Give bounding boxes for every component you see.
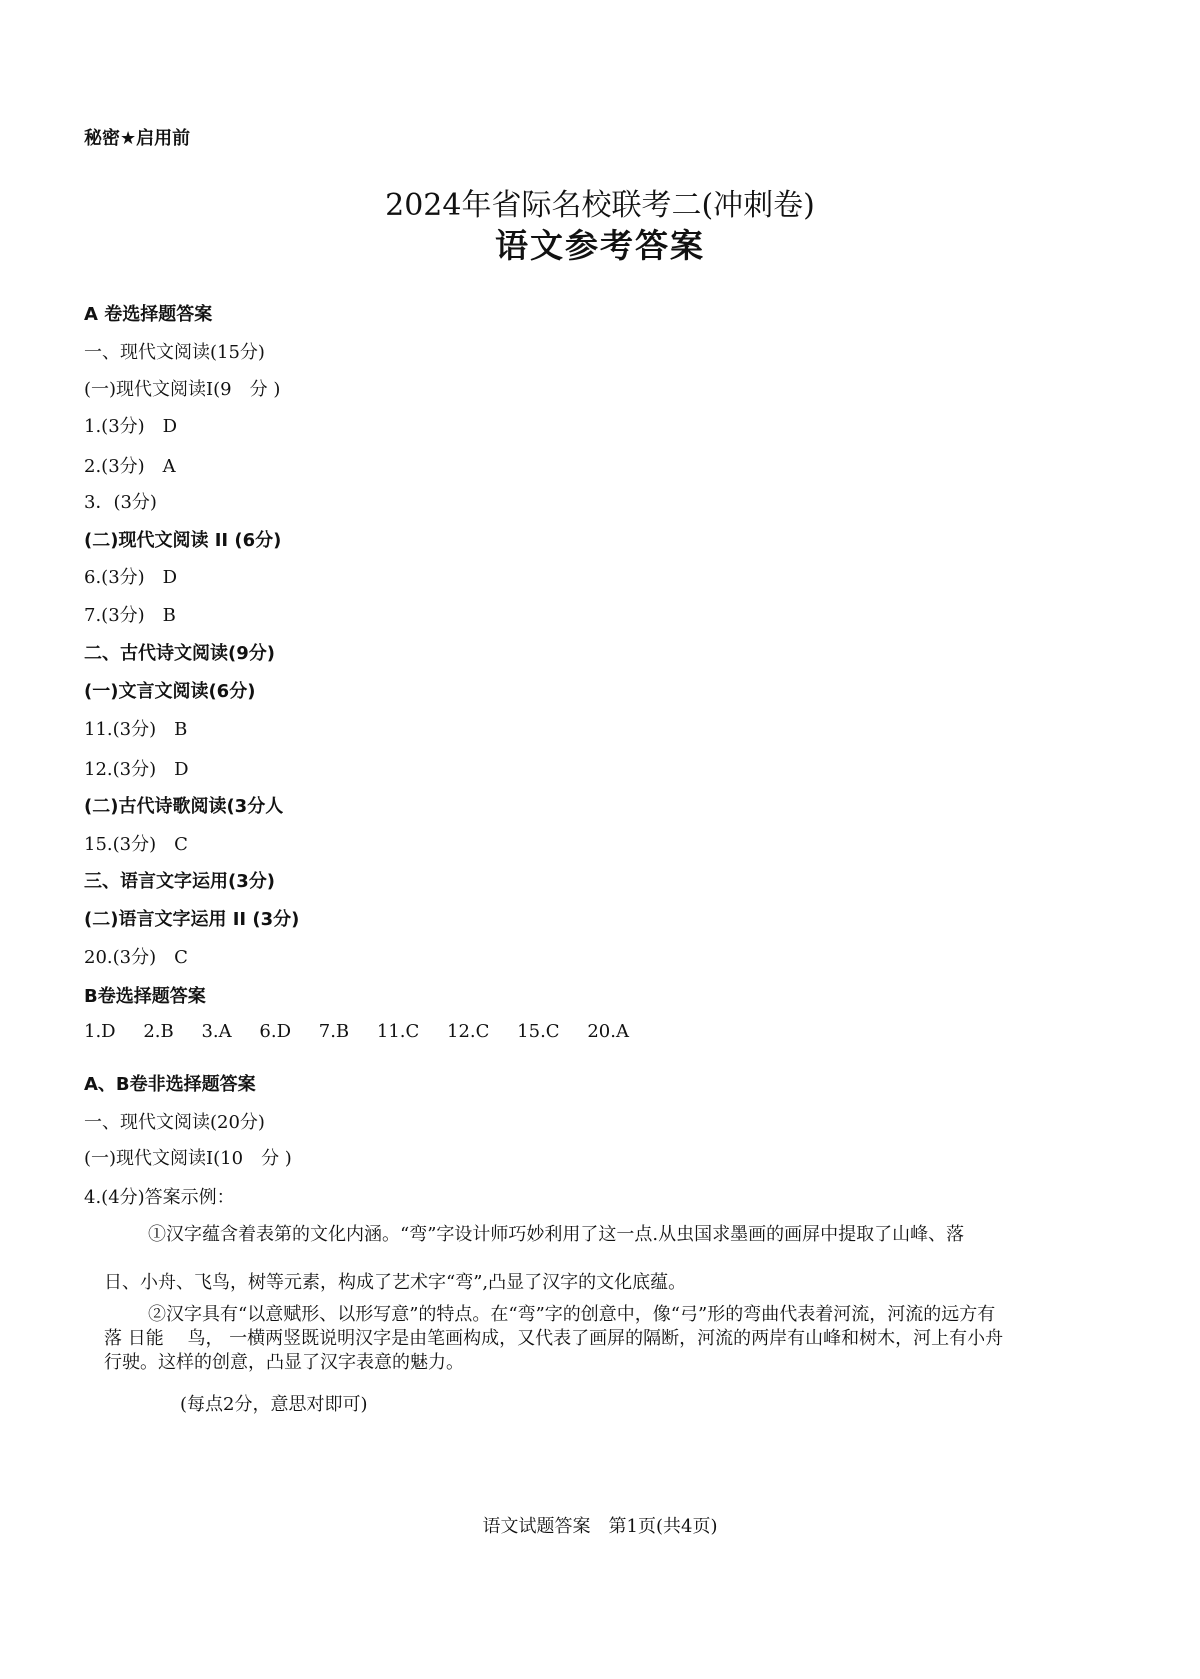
scoring-note: (每点2分，意思对即可) xyxy=(180,1394,368,1415)
exam-title: 2024年省际名校联考二(冲刺卷) xyxy=(385,188,815,223)
secret-mark: 秘密★启用前 xyxy=(84,128,191,149)
subsection-modern-reading-2: (二)现代文阅读 II (6分) xyxy=(84,530,282,551)
answer-q2: 2.(3分) A xyxy=(84,456,176,477)
b-answer-item: 3.A xyxy=(201,1021,232,1042)
answer-q3: 3．(3分) xyxy=(84,492,157,513)
b-choice-answer-list xyxy=(84,1021,651,1042)
section-modern-reading: 一、现代文阅读(15分) xyxy=(84,342,265,363)
answer-q4-point2-line3: 行驶。这样的创意，凸显了汉字表意的魅力。 xyxy=(104,1352,464,1373)
answer-q7: 7.(3分) B xyxy=(84,605,176,626)
section-language-use: 三、语言文字运用(3分) xyxy=(84,871,275,892)
nonchoice-section-modern-reading: 一、现代文阅读(20分) xyxy=(84,1112,265,1133)
nonchoice-heading: A、B卷非选择题答案 xyxy=(84,1074,256,1095)
b-answer-item: 1.D xyxy=(84,1021,116,1042)
a-choice-heading: A 卷选择题答案 xyxy=(84,304,213,325)
subsection-ancient-poem: (二)古代诗歌阅读(3分人 xyxy=(84,796,284,817)
b-answer-item: 2.B xyxy=(143,1021,174,1042)
b-answer-item: 15.C xyxy=(517,1021,560,1042)
nonchoice-subsection-modern-reading-1: (一)现代文阅读Ⅰ(10 分 ) xyxy=(84,1148,292,1169)
b-answer-item: 7.B xyxy=(318,1021,350,1042)
answer-q12: 12.(3分) D xyxy=(84,759,189,780)
answer-q4-point1-line1: ①汉字蕴含着表第的文化内涵。“弯”字设计师巧妙利用了这一点.从虫国求墨画的画屏中提取了山峰、落 xyxy=(148,1224,965,1245)
subsection-modern-reading-1: (一)现代文阅读Ⅰ(9 分 ) xyxy=(84,379,281,400)
answer-title: 语文参考答案 xyxy=(495,226,705,265)
answer-q4-point2-line2: 落 日能 鸟， 一横两竖既说明汉字是由笔画构成，又代表了画屏的隔断，河流的两岸有山峰和树木，河上有小舟 xyxy=(104,1328,1004,1349)
b-answer-item: 6.D xyxy=(259,1021,292,1042)
answer-q4-point2-line1: ②汉字具有“以意赋形、以形写意”的特点。在“弯”字的创意中，像“弓”形的弯曲代表着河流，河流的远方有 xyxy=(148,1304,996,1325)
answer-q4-label: 4.(4分)答案示例： xyxy=(84,1187,235,1208)
answer-q20: 20.(3分) C xyxy=(84,947,188,968)
page-footer: 语文试题答案 第1页(共4页) xyxy=(482,1516,718,1537)
answer-q11: 11.(3分) B xyxy=(84,719,188,740)
answer-q6: 6.(3分) D xyxy=(84,567,178,588)
answer-q1: 1.(3分) D xyxy=(84,416,178,437)
subsection-language-use-2: (二)语言文字运用 II (3分) xyxy=(84,909,300,930)
subsection-classical-chinese: (一)文言文阅读(6分) xyxy=(84,681,256,702)
b-choice-heading: B卷选择题答案 xyxy=(84,986,206,1007)
section-ancient-poetry: 二、古代诗文阅读(9分) xyxy=(84,643,275,664)
answer-q4-point1-line2: 日、小舟、飞鸟，树等元素，构成了艺术字“弯”,凸显了汉字的文化底蕴。 xyxy=(104,1272,687,1293)
b-answer-item: 12.C xyxy=(447,1021,490,1042)
answer-q15: 15.(3分) C xyxy=(84,834,188,855)
b-answer-item: 20.A xyxy=(587,1021,629,1042)
b-answer-item: 11.C xyxy=(376,1021,420,1042)
